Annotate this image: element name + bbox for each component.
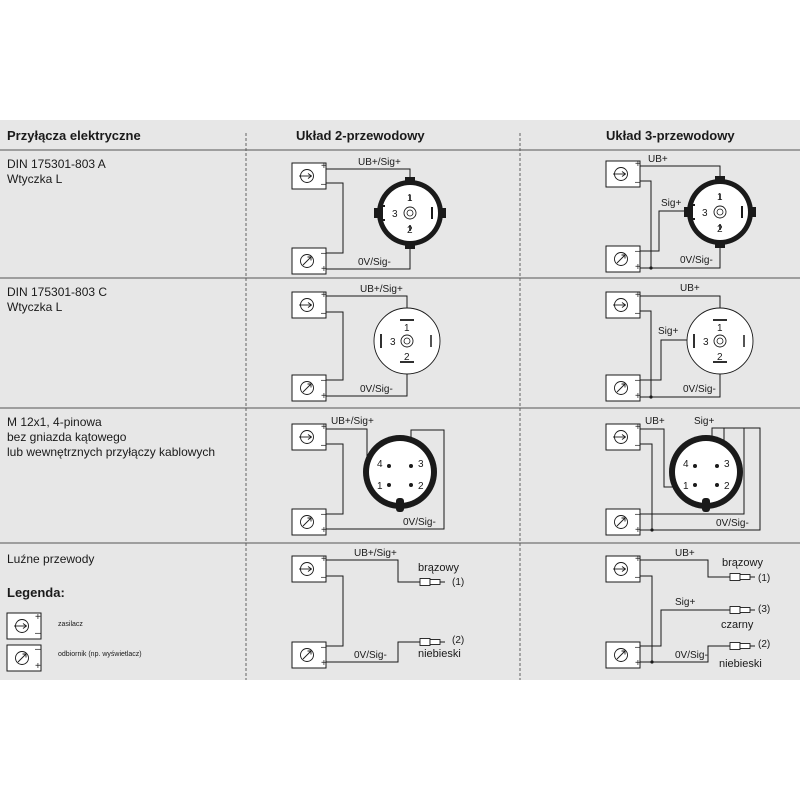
svg-text:–: – xyxy=(635,509,641,520)
row1-two-wire-diagram xyxy=(292,157,446,275)
wire-blue-label: niebieski xyxy=(418,648,461,660)
row1-three-wire-diagram xyxy=(606,154,756,273)
label-0v-sig: 0V/Sig- xyxy=(354,650,387,661)
svg-text:+: + xyxy=(635,262,641,273)
wire-end-black-icon xyxy=(720,607,755,614)
row4-two-wire-diagram xyxy=(292,548,464,669)
svg-text:1: 1 xyxy=(683,481,689,492)
svg-text:–: – xyxy=(635,375,641,386)
svg-text:–: – xyxy=(321,572,327,583)
svg-text:1: 1 xyxy=(404,323,410,334)
svg-text:2: 2 xyxy=(717,352,723,363)
svg-text:4: 4 xyxy=(683,459,689,470)
svg-text:+: + xyxy=(321,658,327,669)
svg-text:–: – xyxy=(635,308,641,319)
header-two-wire: Układ 2-przewodowy xyxy=(296,128,425,143)
label-0v-sig: 0V/Sig- xyxy=(403,517,436,528)
label-ub: UB+ xyxy=(675,548,695,559)
svg-text:+: + xyxy=(635,159,641,170)
row2-line2: Wtyczka L xyxy=(7,300,63,314)
label-sig: Sig+ xyxy=(661,198,682,209)
label-0v-sig: 0V/Sig- xyxy=(680,255,713,266)
svg-text:+: + xyxy=(635,290,641,301)
label-0v-sig: 0V/Sig- xyxy=(683,384,716,395)
din-a-plug-icon xyxy=(374,177,446,249)
svg-text:+: + xyxy=(35,661,41,672)
svg-text:1: 1 xyxy=(377,481,383,492)
wire-brown-label: brązowy xyxy=(722,557,763,569)
legend-receiver xyxy=(7,644,41,672)
svg-text:1: 1 xyxy=(717,192,723,203)
label-ub-sig: UB+/Sig+ xyxy=(360,284,403,295)
svg-text:+: + xyxy=(321,422,327,433)
svg-text:+: + xyxy=(635,422,641,433)
legend-supply-label: zasilacz xyxy=(58,621,83,628)
row3-two-wire-diagram xyxy=(292,416,444,536)
label-ub: UB+ xyxy=(648,154,668,165)
svg-text:–: – xyxy=(321,308,327,319)
row2-two-wire-diagram xyxy=(292,284,440,402)
svg-text:–: – xyxy=(35,628,41,639)
svg-text:+: + xyxy=(635,554,641,565)
row3-line2: bez gniazda kątowego xyxy=(7,430,127,444)
header-connections: Przyłącza elektryczne xyxy=(7,128,141,143)
svg-text:3: 3 xyxy=(392,209,398,220)
row3-three-wire-diagram xyxy=(606,416,760,536)
legend-receiver-label: odbiornik (np. wyświetlacz) xyxy=(58,651,142,658)
svg-text:–: – xyxy=(321,248,327,259)
svg-text:–: – xyxy=(635,177,641,188)
svg-text:–: – xyxy=(635,246,641,257)
svg-text:3: 3 xyxy=(702,208,708,219)
svg-text:–: – xyxy=(635,642,641,653)
label-sig: Sig+ xyxy=(675,597,696,608)
svg-text:–: – xyxy=(35,644,41,655)
svg-text:+: + xyxy=(635,658,641,669)
label-sig: Sig+ xyxy=(658,326,679,337)
label-ub: UB+ xyxy=(645,416,665,427)
din-c-plug-icon xyxy=(687,308,753,374)
m12-plug-icon xyxy=(363,435,437,512)
label-0v-sig: 0V/Sig- xyxy=(716,518,749,529)
row1-line1: DIN 175301-803 A xyxy=(7,157,106,171)
svg-text:3: 3 xyxy=(703,337,709,348)
m12-plug-icon xyxy=(669,435,743,512)
row3-line3: lub wewnętrznych przyłączy kablowych xyxy=(7,445,216,459)
svg-text:2: 2 xyxy=(724,481,730,492)
row4-three-wire-diagram xyxy=(606,548,770,670)
header-three-wire: Układ 3-przewodowy xyxy=(606,128,735,143)
label-0v-sig: 0V/Sig- xyxy=(675,650,708,661)
svg-text:–: – xyxy=(321,179,327,190)
legend-title: Legenda: xyxy=(7,585,65,600)
svg-text:–: – xyxy=(321,375,327,386)
svg-text:(1): (1) xyxy=(452,577,465,588)
svg-text:+: + xyxy=(635,525,641,536)
svg-text:+: + xyxy=(321,290,327,301)
svg-text:–: – xyxy=(321,642,327,653)
row3-line1: M 12x1, 4-pinowa xyxy=(7,415,102,429)
wire-brown-label: brązowy xyxy=(418,562,459,574)
row4-line1: Luźne przewody xyxy=(7,552,95,566)
label-sig: Sig+ xyxy=(694,416,715,427)
svg-text:(2): (2) xyxy=(452,635,465,646)
svg-text:3: 3 xyxy=(724,459,730,470)
svg-text:+: + xyxy=(635,391,641,402)
label-ub-sig: UB+/Sig+ xyxy=(331,416,374,427)
wire-black-label: czarny xyxy=(721,619,754,631)
row1-line2: Wtyczka L xyxy=(7,172,63,186)
label-ub: UB+ xyxy=(680,283,700,294)
label-0v-sig: 0V/Sig- xyxy=(360,384,393,395)
svg-text:1: 1 xyxy=(407,193,413,204)
wire-end-brown-icon xyxy=(410,579,445,586)
svg-text:3: 3 xyxy=(418,459,424,470)
svg-text:–: – xyxy=(635,440,641,451)
legend-supply xyxy=(7,612,41,639)
svg-text:4: 4 xyxy=(377,459,383,470)
wire-end-brown-icon xyxy=(720,574,755,581)
label-0v-sig: 0V/Sig- xyxy=(358,257,391,268)
wire-end-blue-icon xyxy=(720,643,755,650)
row2-line1: DIN 175301-803 C xyxy=(7,285,108,299)
svg-text:+: + xyxy=(321,264,327,275)
svg-text:–: – xyxy=(321,440,327,451)
svg-text:+: + xyxy=(321,391,327,402)
svg-text:1: 1 xyxy=(717,323,723,334)
svg-text:+: + xyxy=(321,554,327,565)
svg-text:2: 2 xyxy=(717,224,723,235)
svg-text:(3): (3) xyxy=(758,604,771,615)
svg-text:3: 3 xyxy=(390,337,396,348)
din-c-plug-icon xyxy=(374,308,440,374)
svg-text:+: + xyxy=(321,525,327,536)
svg-text:+: + xyxy=(321,161,327,172)
svg-text:2: 2 xyxy=(407,225,413,236)
svg-text:+: + xyxy=(35,612,41,623)
wire-blue-label: niebieski xyxy=(719,658,762,670)
row2-three-wire-diagram xyxy=(606,283,753,402)
svg-text:–: – xyxy=(635,572,641,583)
wire-end-blue-icon xyxy=(410,639,445,646)
din-a-plug-icon xyxy=(684,176,756,248)
svg-text:2: 2 xyxy=(404,352,410,363)
svg-text:(1): (1) xyxy=(758,573,771,584)
svg-text:–: – xyxy=(321,509,327,520)
label-ub-sig: UB+/Sig+ xyxy=(358,157,401,168)
svg-text:(2): (2) xyxy=(758,639,771,650)
svg-text:2: 2 xyxy=(418,481,424,492)
label-ub-sig: UB+/Sig+ xyxy=(354,548,397,559)
